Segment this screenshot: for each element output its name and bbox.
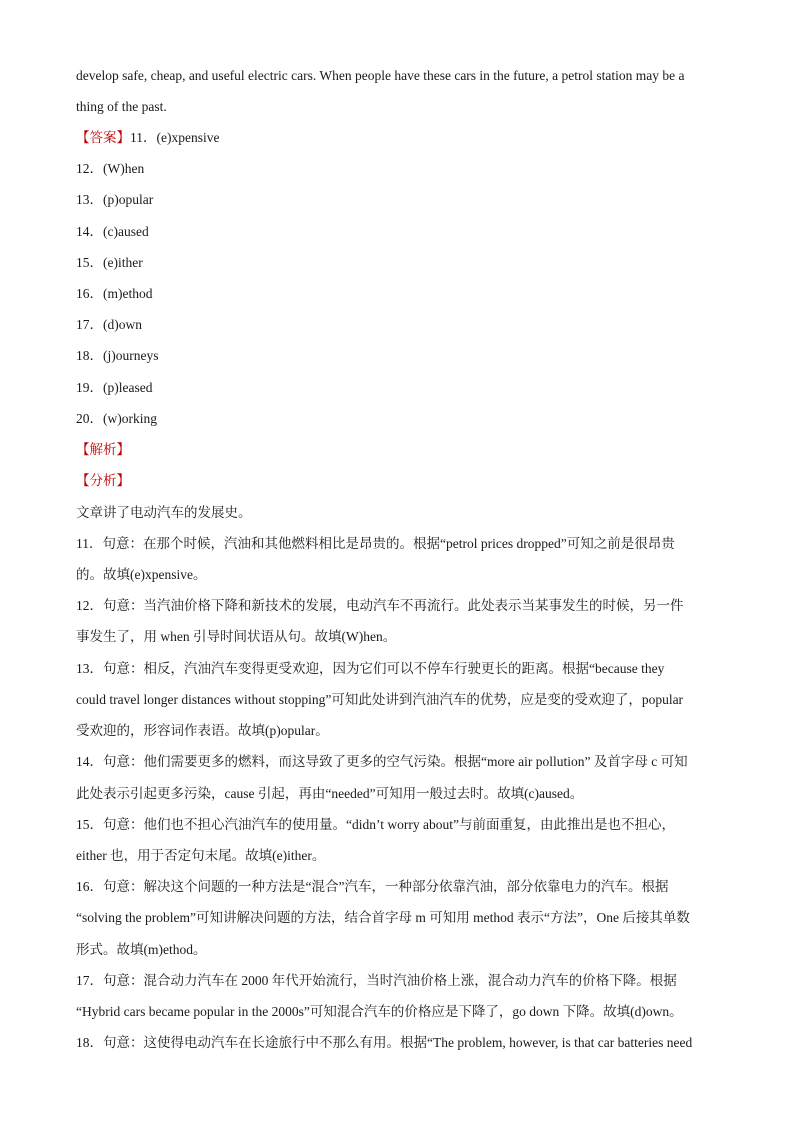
analysis-line: 13．句意：相反，汽油汽车变得更受欢迎，因为它们可以不停车行驶更长的距离。根据“because they: [76, 661, 665, 676]
analysis-line: could travel longer distances without stopping”可知此处讲到汽油汽车的优势，应是变的受欢迎了，popular: [76, 692, 684, 707]
analysis-line: 此处表示引起更多污染，cause 引起，再由“needed”可知用一般过去时。故填(c)aused。: [76, 786, 584, 801]
analysis-line: 16．句意：解决这个问题的一种方法是“混合”汽车，一种部分依靠汽油，部分依靠电力的汽车。根据: [76, 879, 669, 894]
answer-item: 18．(j)ourneys: [76, 348, 159, 363]
analysis-line: 17．句意：混合动力汽车在 2000 年代开始流行，当时汽油价格上涨，混合动力汽车的价格下降。根据: [76, 973, 677, 988]
answer-item: 12．(W)hen: [76, 161, 145, 176]
answer-item: 13．(p)opular: [76, 192, 154, 207]
analysis-line: 的。故填(e)xpensive。: [76, 567, 207, 582]
analysis-line: 形式。故填(m)ethod。: [76, 942, 207, 957]
jiexi-close: 】: [116, 442, 130, 457]
fenxi-heading: [76, 471, 726, 491]
analysis-line: “solving the problem”可知讲解决问题的方法，结合首字母 m 可知用 method 表示“方法”，One 后接其单数: [76, 910, 690, 925]
answer-item: 15．(e)ither: [76, 255, 143, 270]
analysis-line: either 也，用于否定句末尾。故填(e)ither。: [76, 848, 326, 863]
analysis-line: 18．句意：这使得电动汽车在长途旅行中不那么有用。根据“The problem, however, is that car batteries need: [76, 1035, 693, 1050]
answer-heading: [76, 128, 726, 148]
answer-item: 14．(c)aused: [76, 224, 149, 239]
passage-line-1: develop safe, cheap, and useful electric cars. When people have these cars in the future, a petrol station may be a: [76, 68, 685, 83]
answer-item: 11．(e)xpensive: [130, 130, 220, 145]
analysis-line: 15．句意：他们也不担心汽油汽车的使用量。“didn’t worry about”与前面重复，由此推出是也不担心，: [76, 817, 675, 832]
passage-line-2: thing of the past.: [76, 99, 167, 114]
jiexi-open: 【: [76, 442, 90, 457]
fenxi-open: 【: [76, 473, 90, 488]
fenxi-close: 】: [116, 473, 130, 488]
answer-item: 19．(p)leased: [76, 380, 153, 395]
fenxi-label: 分析: [89, 473, 117, 488]
jiexi-heading: [76, 440, 726, 460]
answer-label: 答案: [89, 130, 117, 145]
analysis-line: 受欢迎的，形容词作表语。故填(p)opular。: [76, 723, 329, 738]
analysis-line: 事发生了，用 when 引导时间状语从句。故填(W)hen。: [76, 629, 397, 644]
analysis-line: “Hybrid cars became popular in the 2000s”可知混合汽车的价格应是下降了，go down 下降。故填(d)own。: [76, 1004, 683, 1019]
analysis-line: 11．句意：在那个时候，汽油和其他燃料相比是昂贵的。根据“petrol prices dropped”可知之前是很昂贵: [76, 536, 675, 551]
jiexi-label: 解析: [89, 442, 117, 457]
analysis-line: 12．句意：当汽油价格下降和新技术的发展，电动汽车不再流行。此处表示当某事发生的时候，另一件: [76, 598, 684, 613]
answer-item: 17．(d)own: [76, 317, 142, 332]
analysis-line: 14．句意：他们需要更多的燃料，而这导致了更多的空气污染。根据“more air pollution” 及首字母 c 可知: [76, 754, 688, 769]
answer-item: 20．(w)orking: [76, 411, 157, 426]
answer-label-close: 】: [116, 130, 130, 145]
answer-label-open: 【: [76, 130, 90, 145]
analysis-summary: 文章讲了电动汽车的发展史。: [76, 505, 252, 520]
answer-item: 16．(m)ethod: [76, 286, 153, 301]
